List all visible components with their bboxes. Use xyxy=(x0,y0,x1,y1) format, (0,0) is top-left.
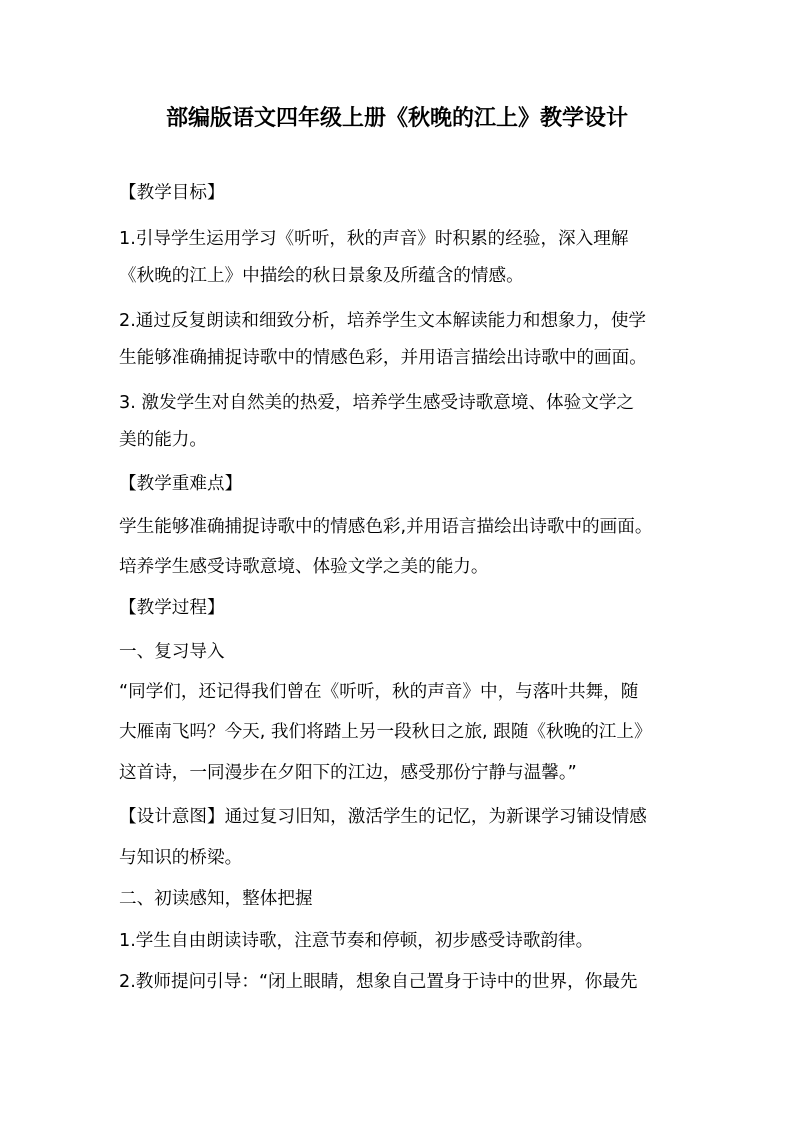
objective-3-line-1: 3. 激发学生对自然美的热爱，培养学生感受诗歌意境、体验文学之 xyxy=(119,393,635,413)
step-2-item-1: 1.学生自由朗读诗歌，注意节奏和停顿，初步感受诗歌韵律。 xyxy=(119,931,594,951)
step-1-quote-line-2: 大雁南飞吗？今天, 我们将踏上另一段秋日之旅, 跟随《秋晚的江上》 xyxy=(119,722,652,742)
step-1-heading: 一、复习导入 xyxy=(119,642,225,662)
design-intent-line-2: 与知识的桥梁。 xyxy=(119,848,243,868)
step-1-quote-line-1: “同学们，还记得我们曾在《听听，秋的声音》中，与落叶共舞，随 xyxy=(119,682,639,702)
step-2-heading: 二、初读感知，整体把握 xyxy=(119,889,313,909)
objective-2-line-1: 2.通过反复朗读和细致分析，培养学生文本解读能力和想象力，使学 xyxy=(119,311,647,331)
objective-3-line-2: 美的能力。 xyxy=(119,430,207,450)
key-point-line-2: 培养学生感受诗歌意境、体验文学之美的能力。 xyxy=(119,557,489,577)
key-point-line-1: 学生能够准确捕捉诗歌中的情感色彩,并用语言描绘出诗歌中的画面。 xyxy=(119,517,653,537)
document-title: 部编版语文四年级上册《秋晚的江上》教学设计 xyxy=(165,106,628,131)
design-intent-line-1: 【设计意图】通过复习旧知，激活学生的记忆，为新课学习铺设情感 xyxy=(119,807,647,827)
section-heading-objectives: 【教学目标】 xyxy=(119,183,225,203)
step-1-quote-line-3: 这首诗，一同漫步在夕阳下的江边，感受那份宁静与温馨。” xyxy=(119,763,577,783)
objective-1-line-1: 1.引导学生运用学习《听听，秋的声音》时积累的经验，深入理解 xyxy=(119,229,629,249)
step-2-item-2: 2.教师提问引导：“闭上眼睛，想象自己置身于诗中的世界，你最先 xyxy=(119,972,638,992)
section-heading-process: 【教学过程】 xyxy=(119,598,225,618)
objective-1-line-2: 《秋晚的江上》中描绘的秋日景象及所蕴含的情感。 xyxy=(119,266,524,286)
objective-2-line-2: 生能够准确捕捉诗歌中的情感色彩，并用语言描绘出诗歌中的画面。 xyxy=(119,348,647,368)
section-heading-key-points: 【教学重难点】 xyxy=(119,474,243,494)
